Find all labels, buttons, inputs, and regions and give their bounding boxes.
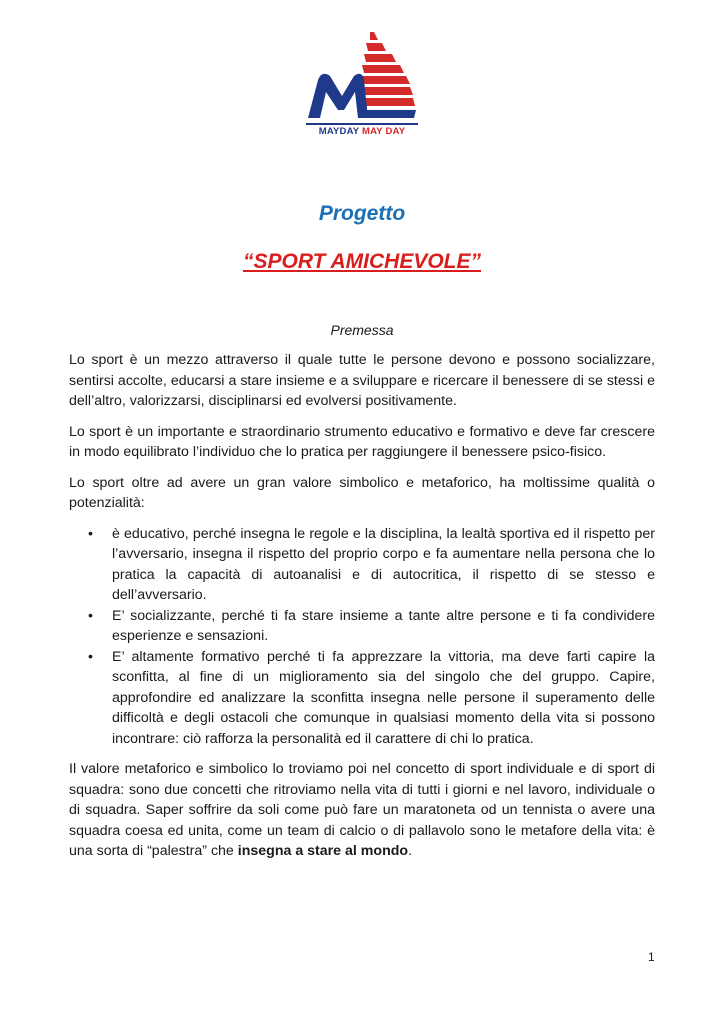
final-paragraph-bold: insegna a stare al mondo bbox=[237, 843, 409, 859]
list-item-text: è educativo, perché insegna le regole e la disciplina, la lealtà sportiva ed il rispetto per l’avversario, insegna il rispetto del proprio corpo e fa aumentare nella persona che lo pratica la capacità di autoanalisi e di autocritica, il rispetto di se stesso e dell’avversario. bbox=[112, 525, 655, 603]
logo-text-part1: MAYDAY bbox=[318, 126, 360, 137]
list-item-text: E’ socializzante, perché ti fa stare insieme a tante altre persone e ti fa condividere esperienze e sensazioni. bbox=[112, 607, 655, 644]
document-title: Progetto bbox=[318, 202, 406, 225]
final-paragraph-end: . bbox=[408, 843, 413, 859]
logo-text bbox=[300, 126, 424, 137]
bullet-icon: • bbox=[88, 607, 93, 624]
document-subtitle: “SPORT AMICHEVOLE” bbox=[242, 250, 482, 273]
mayday-logo bbox=[300, 30, 424, 146]
list-item bbox=[88, 606, 655, 647]
list-item bbox=[88, 524, 655, 606]
paragraph: Lo sport oltre ad avere un gran valore simbolico e metaforico, ha moltissime qualità o potenzialità: bbox=[69, 474, 655, 511]
page-number: 1 bbox=[648, 950, 655, 964]
bullet-icon: • bbox=[88, 525, 93, 542]
paragraph: Lo sport è un importante e straordinario strumento educativo e formativo e deve far crescere in modo equilibrato l’individuo che lo pratica per raggiungere il benessere psico-fisico. bbox=[69, 423, 655, 460]
logo-text-part2: MAY DAY bbox=[362, 126, 406, 137]
final-paragraph-text: Il valore metaforico e simbolico lo troviamo poi nel concetto di sport individuale e di sport di squadra: sono due concetti che ritroviamo nella vita di tutti i giorni e nel lavoro, individuale o di squadra. Saper soffrire da soli come può fare un maratoneta od un tennista o avere una squadra coesa ed unita, come un team di calcio o di pallavolo sono le metafore della vita: è una sorta di “palestra” che bbox=[69, 761, 655, 859]
section-heading: Premessa bbox=[330, 322, 394, 338]
paragraph: Lo sport è un mezzo attraverso il quale tutte le persone devono e possono socializzare, sentirsi accolte, educarsi a stare insieme e a sviluppare e ricercare il benessere di se stessi e dell’altro, valorizzarsi, disciplinarsi ed evolversi positivamente. bbox=[69, 352, 655, 409]
list-item-text: E’ altamente formativo perché ti fa apprezzare la vittoria, ma deve farti capire la sconfitta, al fine di un miglioramento sia del singolo che del gruppo. Capire, approfondire ed analizzare la sconfitta insegna nelle persone il superamento delle difficoltà e degli ostacoli che comunque in qualsiasi momento della vita si possono incontrare: ciò rafforza la personalità ed il carattere di chi lo pratica. bbox=[112, 648, 655, 747]
bullet-icon: • bbox=[88, 648, 93, 665]
logo-divider bbox=[306, 123, 418, 125]
final-paragraph bbox=[69, 759, 655, 862]
bullet-list bbox=[69, 524, 655, 750]
sail-logo-icon bbox=[300, 30, 424, 122]
document-body bbox=[69, 350, 655, 872]
list-item bbox=[88, 647, 655, 750]
